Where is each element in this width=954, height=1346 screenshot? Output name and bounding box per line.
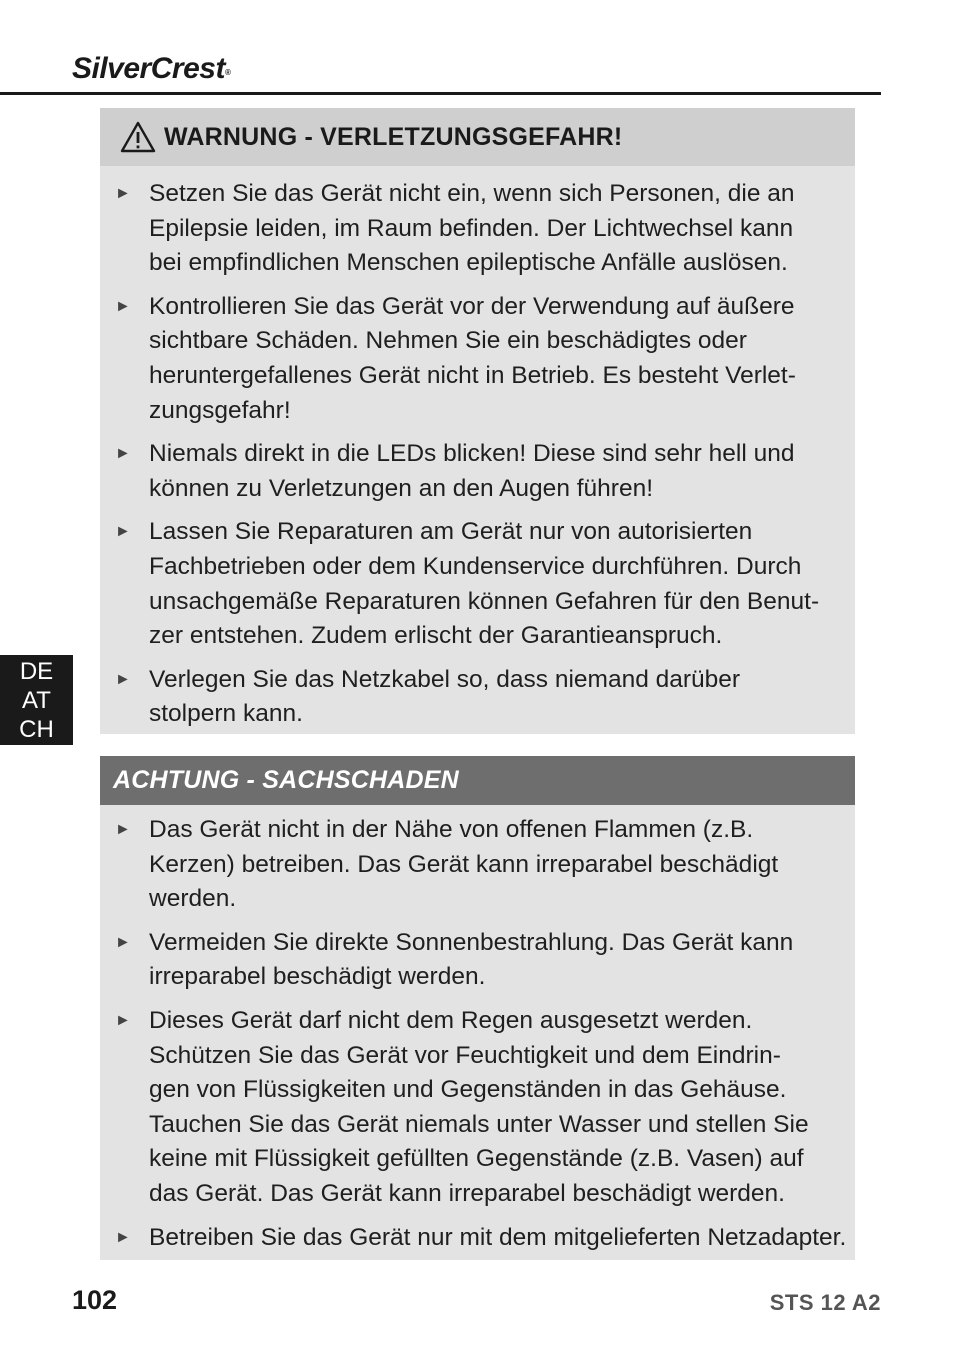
language-at: AT (22, 687, 51, 714)
list-item (100, 515, 855, 653)
notice-box (100, 756, 855, 1260)
list-item (100, 663, 855, 732)
list-item (100, 813, 855, 917)
bullet-arrow-icon: ► (115, 445, 131, 463)
bullet-arrow-icon: ► (115, 523, 131, 541)
item-text-line: Epilepsie leiden, im Raum befinden. Der Lichtwechsel kann (149, 214, 794, 242)
item-text-line: sichtbare Schäden. Nehmen Sie ein beschädigtes oder (149, 327, 747, 355)
bullet-arrow-icon: ► (115, 1011, 131, 1029)
item-text-line: werden. (149, 885, 237, 913)
item-text-line: Fachbetrieben oder dem Kundenservice durchführen. Durch (149, 552, 802, 580)
bullet-arrow-icon: ► (115, 821, 131, 838)
item-text-line: bei empfindlichen Menschen epileptische Anfälle auslösen. (149, 249, 788, 277)
item-text-line: Lassen Sie Reparaturen am Gerät nur von autorisierten (149, 518, 753, 546)
item-text-line: irreparabel beschädigt werden. (149, 963, 486, 991)
item-text-line: Niemals direkt in die LEDs blicken! Diese sind sehr hell und (149, 440, 795, 468)
item-text-line: heruntergefallenes Gerät nicht in Betrieb. Es besteht Verlet- (149, 361, 796, 389)
header-rule (0, 92, 881, 95)
list-item (100, 437, 855, 506)
brand-crest: Crest (150, 52, 225, 85)
list-item (100, 1004, 855, 1212)
item-text-line: zungsgefahr! (149, 396, 291, 424)
bullet-arrow-icon: ► (115, 297, 131, 315)
list-item (100, 177, 855, 281)
notice-title: ACHTUNG - SACHSCHADEN (113, 766, 459, 794)
item-text-line: stolpern kann. (149, 700, 303, 728)
item-text-line: Verlegen Sie das Netzkabel so, dass niemand darüber (149, 665, 741, 693)
item-text-line: zer entstehen. Zudem erlischt der Garantieanspruch. (149, 622, 723, 650)
bullet-arrow-icon: ► (115, 670, 131, 688)
trademark-symbol: ® (224, 68, 231, 77)
list-item (100, 290, 855, 428)
item-text-line: Dieses Gerät darf nicht dem Regen ausgesetzt werden. (149, 1006, 753, 1034)
page-number: 102 (72, 1285, 118, 1315)
warning-list (100, 177, 855, 732)
model-number: STS 12 A2 (769, 1290, 881, 1315)
notice-list (100, 813, 855, 1255)
item-text-line: das Gerät. Das Gerät kann irreparabel beschädigt werden. (149, 1179, 785, 1207)
bullet-arrow-icon: ► (115, 933, 131, 951)
warning-triangle-icon (120, 121, 156, 153)
item-text-line: können zu Verletzungen an den Augen führen! (149, 474, 654, 502)
warning-title: WARNUNG - VERLETZUNGSGEFAHR! (164, 122, 623, 151)
warning-header (100, 108, 855, 166)
item-text-line: Setzen Sie das Gerät nicht ein, wenn sich Personen, die an (149, 180, 795, 207)
language-de: DE (19, 658, 54, 685)
notice-header (100, 756, 855, 805)
bullet-arrow-icon: ► (115, 185, 131, 202)
bullet-arrow-icon: ► (115, 1228, 131, 1246)
item-text-line: Vermeiden Sie direkte Sonnenbestrahlung. Das Gerät kann (149, 928, 794, 956)
list-item (100, 926, 855, 995)
language-ch: CH (19, 716, 54, 743)
list-item (100, 1221, 855, 1256)
item-text-line: Tauchen Sie das Gerät niemals unter Wasser und stellen Sie (149, 1110, 809, 1138)
item-text-line: gen von Flüssigkeiten und Gegenständen in das Gehäuse. (149, 1076, 787, 1104)
item-text-line: Das Gerät nicht in der Nähe von offenen Flammen (z.B. (149, 816, 754, 843)
item-text-line: Kontrollieren Sie das Gerät vor der Verwendung auf äußere (149, 292, 795, 320)
brand-silver: Silver (72, 52, 151, 85)
item-text-line: keine mit Flüssigkeit gefüllten Gegenstände (z.B. Vasen) auf (149, 1145, 804, 1173)
item-text-line: Kerzen) betreiben. Das Gerät kann irreparabel beschädigt (149, 850, 779, 878)
warning-box (100, 108, 855, 734)
brand-logo (72, 52, 230, 86)
item-text-line: Schützen Sie das Gerät vor Feuchtigkeit und dem Eindrin- (149, 1041, 781, 1069)
item-text-line: Betreiben Sie das Gerät nur mit dem mitgelieferten Netzadapter. (149, 1223, 847, 1251)
item-text-line: unsachgemäße Reparaturen können Gefahren für den Benut- (149, 587, 820, 615)
language-tab (0, 655, 73, 745)
